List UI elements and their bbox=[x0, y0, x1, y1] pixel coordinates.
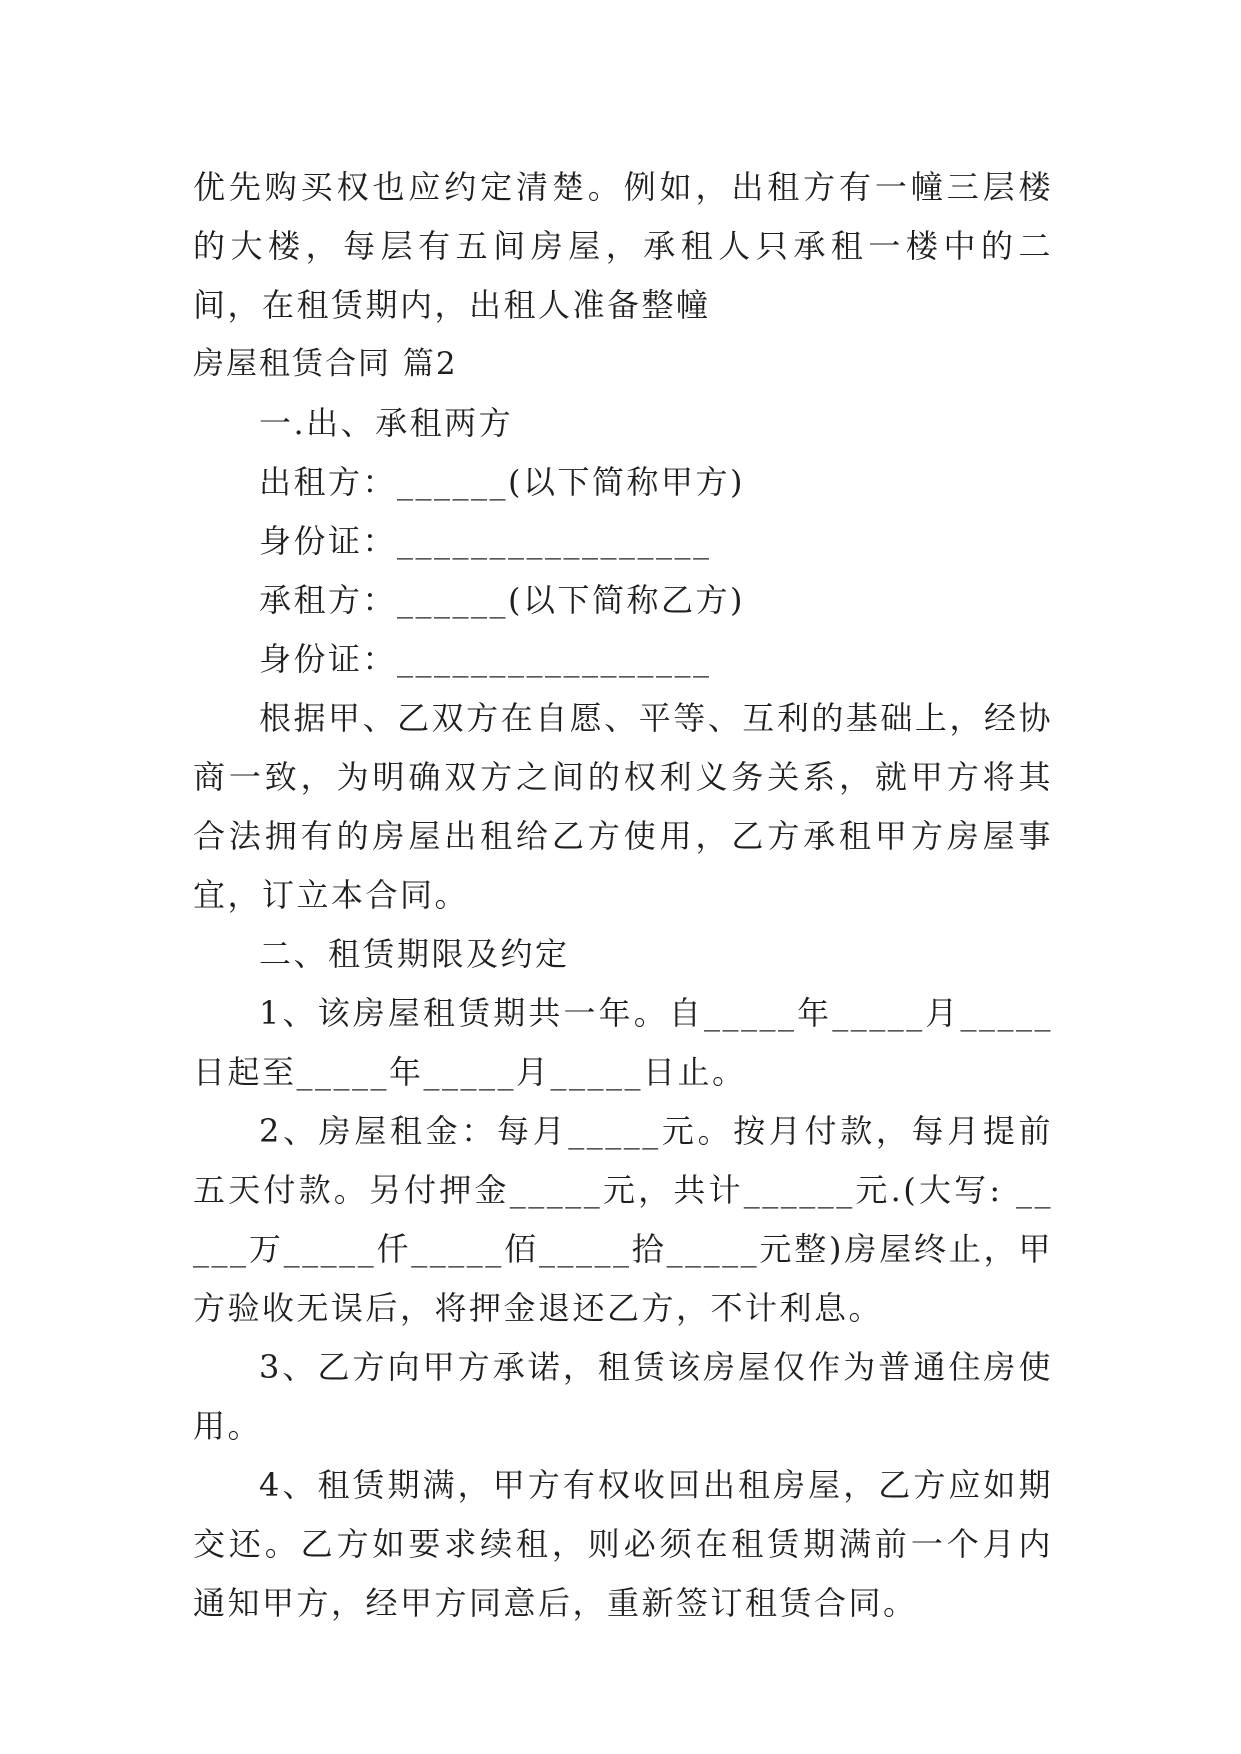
intro-paragraph: 优先购买权也应约定清楚。例如，出租方有一幢三层楼的大楼，每层有五间房屋，承租人只承租一楼中的二间，在租赁期内，出租人准备整幢 bbox=[193, 168, 1053, 324]
section-title: 房屋租赁合同 篇2 bbox=[193, 346, 458, 382]
lessor-line: 出租方：______(以下简称甲方) bbox=[259, 463, 745, 501]
clause-2: 2、房屋租金：每月_____元。按月付款，每月提前五天付款。另付押金_____元，共计______元.(大写: _____万_____仟_____佰_____拾_____元整)房屋终止，甲方验收无误后，将押金退还乙方，不计利息。 bbox=[193, 1112, 1053, 1327]
lessee-line: 承租方：______(以下简称乙方) bbox=[259, 581, 745, 619]
clause-3: 3、乙方向甲方承诺，租赁该房屋仅作为普通住房使用。 bbox=[193, 1348, 1053, 1445]
lessor-id-line: 身份证：_________________ bbox=[259, 522, 712, 560]
document-page bbox=[193, 158, 1053, 1633]
basis-paragraph: 根据甲、乙双方在自愿、平等、互利的基础上，经协商一致，为明确双方之间的权利义务关系，就甲方将其合法拥有的房屋出租给乙方使用，乙方承租甲方房屋事宜，订立本合同。 bbox=[193, 699, 1053, 914]
heading-term: 二、租赁期限及约定 bbox=[259, 935, 570, 973]
clause-1: 1、该房屋租赁期共一年。自_____年_____月_____日起至_____年_____月_____日止。 bbox=[193, 994, 1053, 1091]
clause-4: 4、租赁期满，甲方有权收回出租房屋，乙方应如期交还。乙方如要求续租，则必须在租赁期满前一个月内通知甲方，经甲方同意后，重新签订租赁合同。 bbox=[193, 1466, 1053, 1622]
lessee-id-line: 身份证：_________________ bbox=[259, 640, 712, 678]
heading-parties: 一.出、承租两方 bbox=[259, 404, 514, 442]
